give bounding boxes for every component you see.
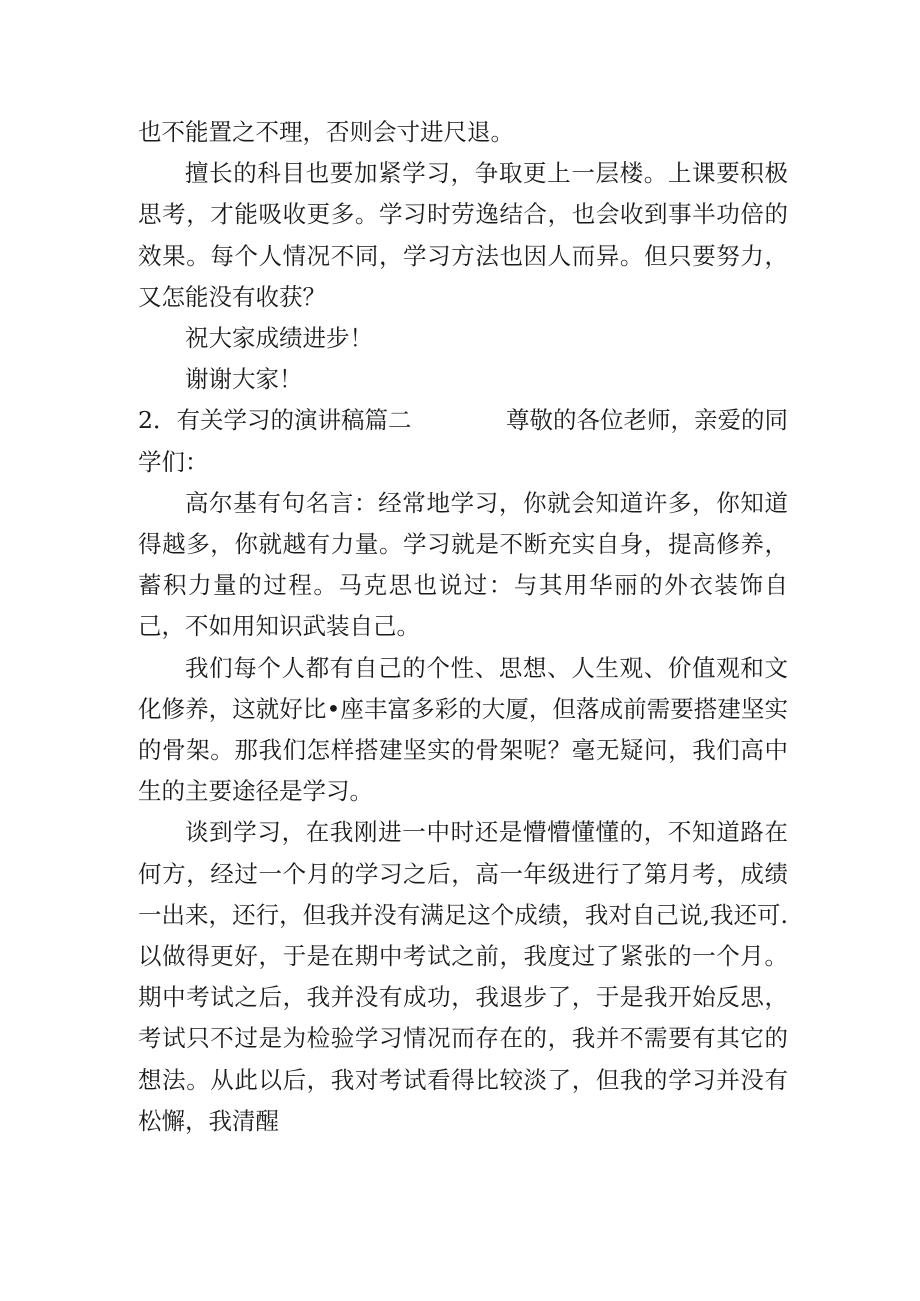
paragraph-thanks: 谢谢大家！: [185, 365, 303, 394]
paragraph-gorky-quote: 高尔基有句名言：经常地学习，你就会知道许多，你知道得越多，你就越有力量。学习就是不断充实自身，提高修养，蓄积力量的过程。马克思也说过：与其用华丽的外衣装饰自己，不如用知识武装自己。: [138, 488, 788, 641]
greeting-end: 学们：: [138, 447, 209, 476]
paragraph-study-advice: 擅长的科目也要加紧学习，争取更上一层楼。上课要积极思考，才能吸收更多。学习时劳逸结合，也会收到事半功倍的效果。每个人情况不同，学习方法也因人而异。但只要努力，又怎能没有收获？: [138, 159, 788, 311]
paragraph-building-analogy: 我们每个人都有自己的个性、思想、人生观、价值观和文化修养，这就好比•座丰富多彩的大厦，但落成前需要搭建坚实的骨架。那我们怎样搭建坚实的骨架呢？毫无疑问，我们高中生的主要途径是学习。: [138, 653, 788, 806]
section-heading: [138, 400, 788, 441]
document-body: [138, 112, 788, 1142]
paragraph-personal-experience: 谈到学习，在我刚进一中时还是懵懵懂懂的，不知道路在何方，经过一个月的学习之后，高一年级进行了第月考，成绩一出来，还行，但我并没有满足这个成绩，我对自己说,我还可.以做得更好，于是在期中考试之前，我度过了紧张的一个月。期中考试之后，我并没有成功，我退步了，于是我开始反思，考试只不过是为检验学习情况而存在的，我并不需要有其它的想法。从此以后，我对考试看得比较淡了，但我的学习并没有松懈，我清醒: [138, 818, 788, 1135]
section-title: 2．有关学习的演讲稿篇二: [138, 406, 412, 435]
paragraph-continuation: 也不能置之不理，否则会寸进尺退。: [138, 118, 514, 146]
greeting-start: 尊敬的各位老师，亲爱的同: [506, 406, 788, 435]
paragraph-wish: 祝大家成绩进步！: [185, 324, 373, 353]
